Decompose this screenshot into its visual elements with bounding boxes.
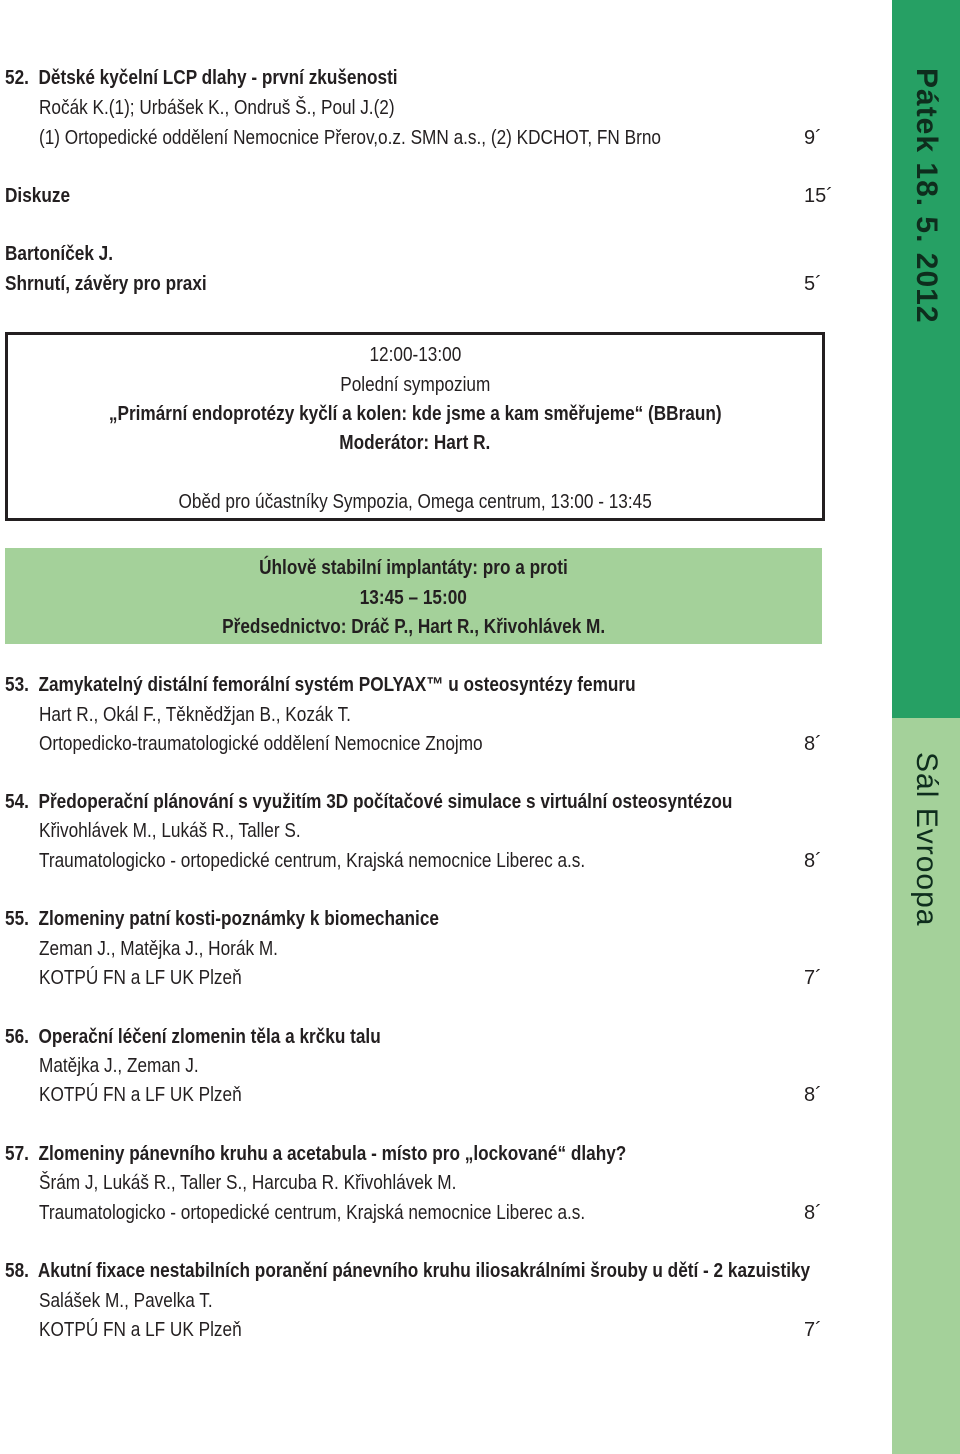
talk-affiliation: KOTPÚ FN a LF UK Plzeň bbox=[39, 967, 242, 989]
talk-duration: 8´ bbox=[804, 733, 822, 755]
talk-duration: 9´ bbox=[804, 127, 822, 149]
talk-number: 55. bbox=[5, 908, 29, 930]
talk-affiliation: KOTPÚ FN a LF UK Plzeň bbox=[39, 1319, 242, 1341]
talk-title: Dětské kyčelní LCP dlahy - první zkušenosti bbox=[38, 67, 398, 89]
talk-52-title-line bbox=[5, 66, 398, 90]
talk-authors: Hart R., Okál F., Těknědžjan B., Kozák T. bbox=[39, 704, 351, 726]
day-label: Pátek 18. 5. 2012 bbox=[910, 68, 943, 324]
talk-title: Operační léčení zlomenin těla a krčku talu bbox=[38, 1026, 381, 1048]
symposium-moderator: Moderátor: Hart R. bbox=[339, 432, 491, 454]
talk-affiliation: Traumatologicko - ortopedické centrum, Krajská nemocnice Liberec a.s. bbox=[39, 1202, 586, 1224]
symposium-lunch: Oběd pro účastníky Sympozia, Omega centrum, 13:00 - 13:45 bbox=[178, 491, 652, 513]
talk-affiliation: Ortopedicko-traumatologické oddělení Nemocnice Znojmo bbox=[39, 733, 483, 755]
day-tab bbox=[892, 0, 960, 718]
talk-duration: 8´ bbox=[804, 850, 822, 872]
talk-affiliation: (1) Ortopedické oddělení Nemocnice Přerov,o.z. SMN a.s., (2) KDCHOT, FN Brno bbox=[39, 127, 661, 149]
talk-title: Zlomeniny patní kosti-poznámky k biomechanice bbox=[38, 908, 439, 930]
talk-title: Zamykatelný distální femorální systém POLYAX™ u osteosyntézy femuru bbox=[38, 674, 636, 696]
summary-author: Bartoníček J. bbox=[5, 243, 114, 265]
talk-title: Zlomeniny pánevního kruhu a acetabula - místo pro „lockované“ dlahy? bbox=[38, 1143, 627, 1165]
day-sidebar bbox=[892, 0, 960, 1454]
talk-number: 53. bbox=[5, 674, 29, 696]
talk-affiliation: Traumatologicko - ortopedické centrum, Krajská nemocnice Liberec a.s. bbox=[39, 850, 586, 872]
symposium-name: Polední sympozium bbox=[339, 374, 491, 396]
symposium-time: 12:00-13:00 bbox=[369, 344, 461, 366]
talk-authors: Matějka J., Zeman J. bbox=[39, 1055, 199, 1077]
talk-title: Předoperační plánování s využitím 3D počítačové simulace s virtuální osteosyntézou bbox=[38, 791, 733, 813]
talk-number: 57. bbox=[5, 1143, 29, 1165]
summary-duration: 5´ bbox=[804, 273, 822, 295]
talk-duration: 7´ bbox=[804, 967, 822, 989]
session-title: Úhlově stabilní implantáty: pro a proti bbox=[259, 557, 568, 579]
session-chairs: Předsednictvo: Dráč P., Hart R., Křivohlávek M. bbox=[222, 616, 605, 638]
talk-duration: 8´ bbox=[804, 1084, 822, 1106]
talk-number: 52. bbox=[5, 67, 29, 89]
talk-duration: 7´ bbox=[804, 1319, 822, 1341]
talk-number: 54. bbox=[5, 791, 29, 813]
session-header bbox=[5, 548, 822, 644]
talk-title: Akutní fixace nestabilních poranění pánevního kruhu iliosakrálními šrouby u dětí - 2 kazuistiky bbox=[37, 1260, 811, 1282]
talk-duration: 8´ bbox=[804, 1202, 822, 1224]
session-time: 13:45 – 15:00 bbox=[359, 587, 468, 609]
talk-authors: Šrám J, Lukáš R., Taller S., Harcuba R. Křivohlávek M. bbox=[39, 1172, 457, 1194]
symposium-box bbox=[5, 332, 825, 521]
room-label: Sál Evroopa bbox=[910, 752, 943, 927]
talk-affiliation: KOTPÚ FN a LF UK Plzeň bbox=[39, 1084, 242, 1106]
summary-title: Shrnutí, závěry pro praxi bbox=[5, 273, 207, 295]
symposium-title: „Primární endoprotézy kyčlí a kolen: kde jsme a kam směřujeme“ (BBraun) bbox=[108, 403, 722, 425]
talk-authors: Zeman J., Matějka J., Horák M. bbox=[39, 938, 278, 960]
talk-authors: Ročák K.(1); Urbášek K., Ondruš Š., Poul J.(2) bbox=[39, 97, 395, 119]
discussion-duration: 15´ bbox=[804, 185, 833, 207]
talk-authors: Křivohlávek M., Lukáš R., Taller S. bbox=[39, 820, 301, 842]
discussion-label: Diskuze bbox=[5, 185, 71, 207]
talk-number: 58. bbox=[5, 1260, 29, 1282]
talk-number: 56. bbox=[5, 1026, 29, 1048]
talk-authors: Salášek M., Pavelka T. bbox=[39, 1290, 213, 1312]
